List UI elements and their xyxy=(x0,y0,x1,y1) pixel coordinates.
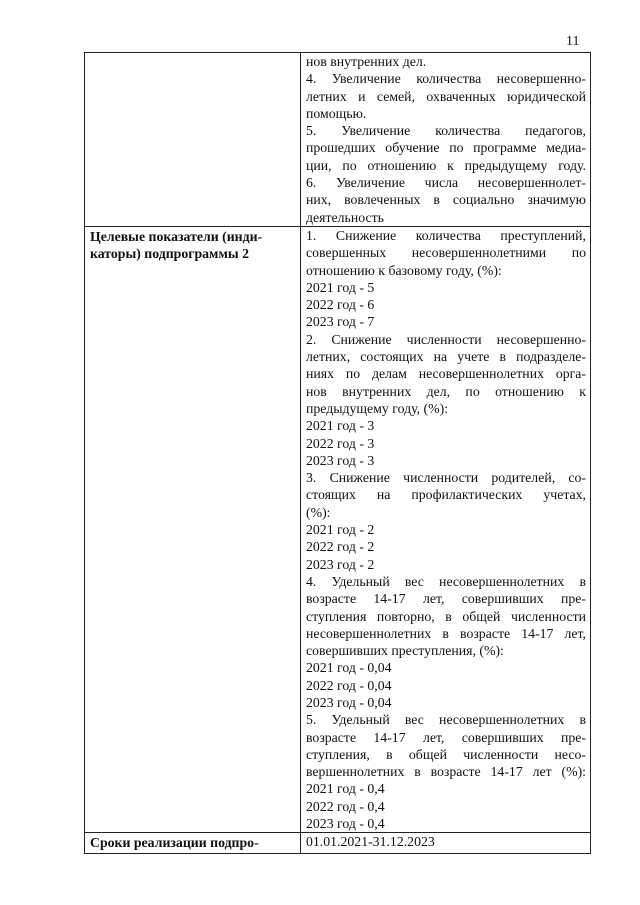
content-line: них, вовлеченных в социально значимую xyxy=(306,192,586,208)
row-label-cell xyxy=(85,53,301,227)
content-line: 2021 год - 2 xyxy=(306,522,375,538)
content-line: отношению к базовому году, (%): xyxy=(306,262,502,278)
content-line: совершивших преступления, (%): xyxy=(306,643,504,659)
content-line: 2022 год - 0,04 xyxy=(306,677,392,693)
content-line: 2022 год - 0,4 xyxy=(306,798,385,814)
content-line: 01.01.2021-31.12.2023 xyxy=(306,834,435,850)
content-line: 2. Снижение численности несовершенно- xyxy=(306,331,586,347)
content-line: несовершеннолетних в возрасте 14-17 лет, xyxy=(306,625,586,641)
row-label-line: Сроки реализации подпро- xyxy=(90,835,259,851)
row-label-cell xyxy=(85,833,301,854)
row-label-cell xyxy=(85,226,301,832)
content-line: летних, состоящих на учете в подразделе- xyxy=(306,349,586,365)
content-line: 6. Увеличение числа несовершеннолет- xyxy=(306,175,586,191)
content-line: 2023 год - 2 xyxy=(306,556,375,572)
content-line: 2023 год - 3 xyxy=(306,452,375,468)
row-label-line: каторы) подпрограммы 2 xyxy=(90,246,249,262)
content-line: 5. Удельный вес несовершеннолетних в xyxy=(306,712,586,728)
table-row xyxy=(85,226,591,832)
content-line: нов внутренних дел, по отношению к xyxy=(306,383,586,399)
content-line: вершеннолетних в возрасте 14-17 лет (%): xyxy=(306,764,586,780)
content-line: нов внутренних дел. xyxy=(306,54,427,69)
subprogram-passport-table xyxy=(84,52,591,854)
content-line: ступления повторно, в общей численности xyxy=(306,608,586,624)
content-line: совершенных несовершеннолетними по xyxy=(306,245,586,261)
content-line: 2022 год - 2 xyxy=(306,539,375,555)
content-line: 3. Снижение численности родителей, со- xyxy=(306,470,586,486)
content-line: ниях по делам несовершеннолетних орга- xyxy=(306,366,586,382)
row-label-line: Целевые показатели (инди- xyxy=(90,228,263,244)
content-line: 2021 год - 3 xyxy=(306,418,375,434)
content-line: предыдущему году, (%): xyxy=(306,400,449,416)
content-line: 2021 год - 0,04 xyxy=(306,660,392,676)
content-line: 2022 год - 6 xyxy=(306,297,375,313)
table-row xyxy=(85,833,591,854)
row-content-cell xyxy=(301,833,591,854)
content-line: помощью. xyxy=(306,105,367,121)
table-row xyxy=(85,53,591,227)
content-line: 2023 год - 7 xyxy=(306,314,375,330)
content-line: 2023 год - 0,04 xyxy=(306,694,392,710)
content-line: летних и семей, охваченных юридической xyxy=(306,88,586,104)
content-line: 2022 год - 3 xyxy=(306,435,375,451)
content-line: 2021 год - 5 xyxy=(306,279,375,295)
row-content-cell xyxy=(301,226,591,832)
content-line: деятельность xyxy=(306,209,384,225)
content-line: 1. Снижение количества преступлений, xyxy=(306,227,586,243)
content-line: 4. Увеличение количества несовершенно- xyxy=(306,71,586,87)
row-content-cell xyxy=(301,53,591,227)
content-line: (%): xyxy=(306,504,331,520)
page-number: 11 xyxy=(566,34,580,49)
content-line: возрасте 14-17 лет, совершивших пре- xyxy=(306,729,586,745)
content-line: 2023 год - 0,4 xyxy=(306,816,385,832)
content-line: 4. Удельный вес несовершеннолетних в xyxy=(306,573,586,589)
content-line: стоящих на профилактических учетах, xyxy=(306,487,586,503)
content-line: прошедших обучение по программе медиа- xyxy=(306,140,586,156)
content-line: возрасте 14-17 лет, совершивших пре- xyxy=(306,591,586,607)
content-line: ступления, в общей численности несо- xyxy=(306,746,586,762)
content-line: 5. Увеличение количества педагогов, xyxy=(306,123,586,139)
content-line: 2021 год - 0,4 xyxy=(306,781,385,797)
content-line: ции, по отношению к предыдущему году. xyxy=(306,157,586,173)
